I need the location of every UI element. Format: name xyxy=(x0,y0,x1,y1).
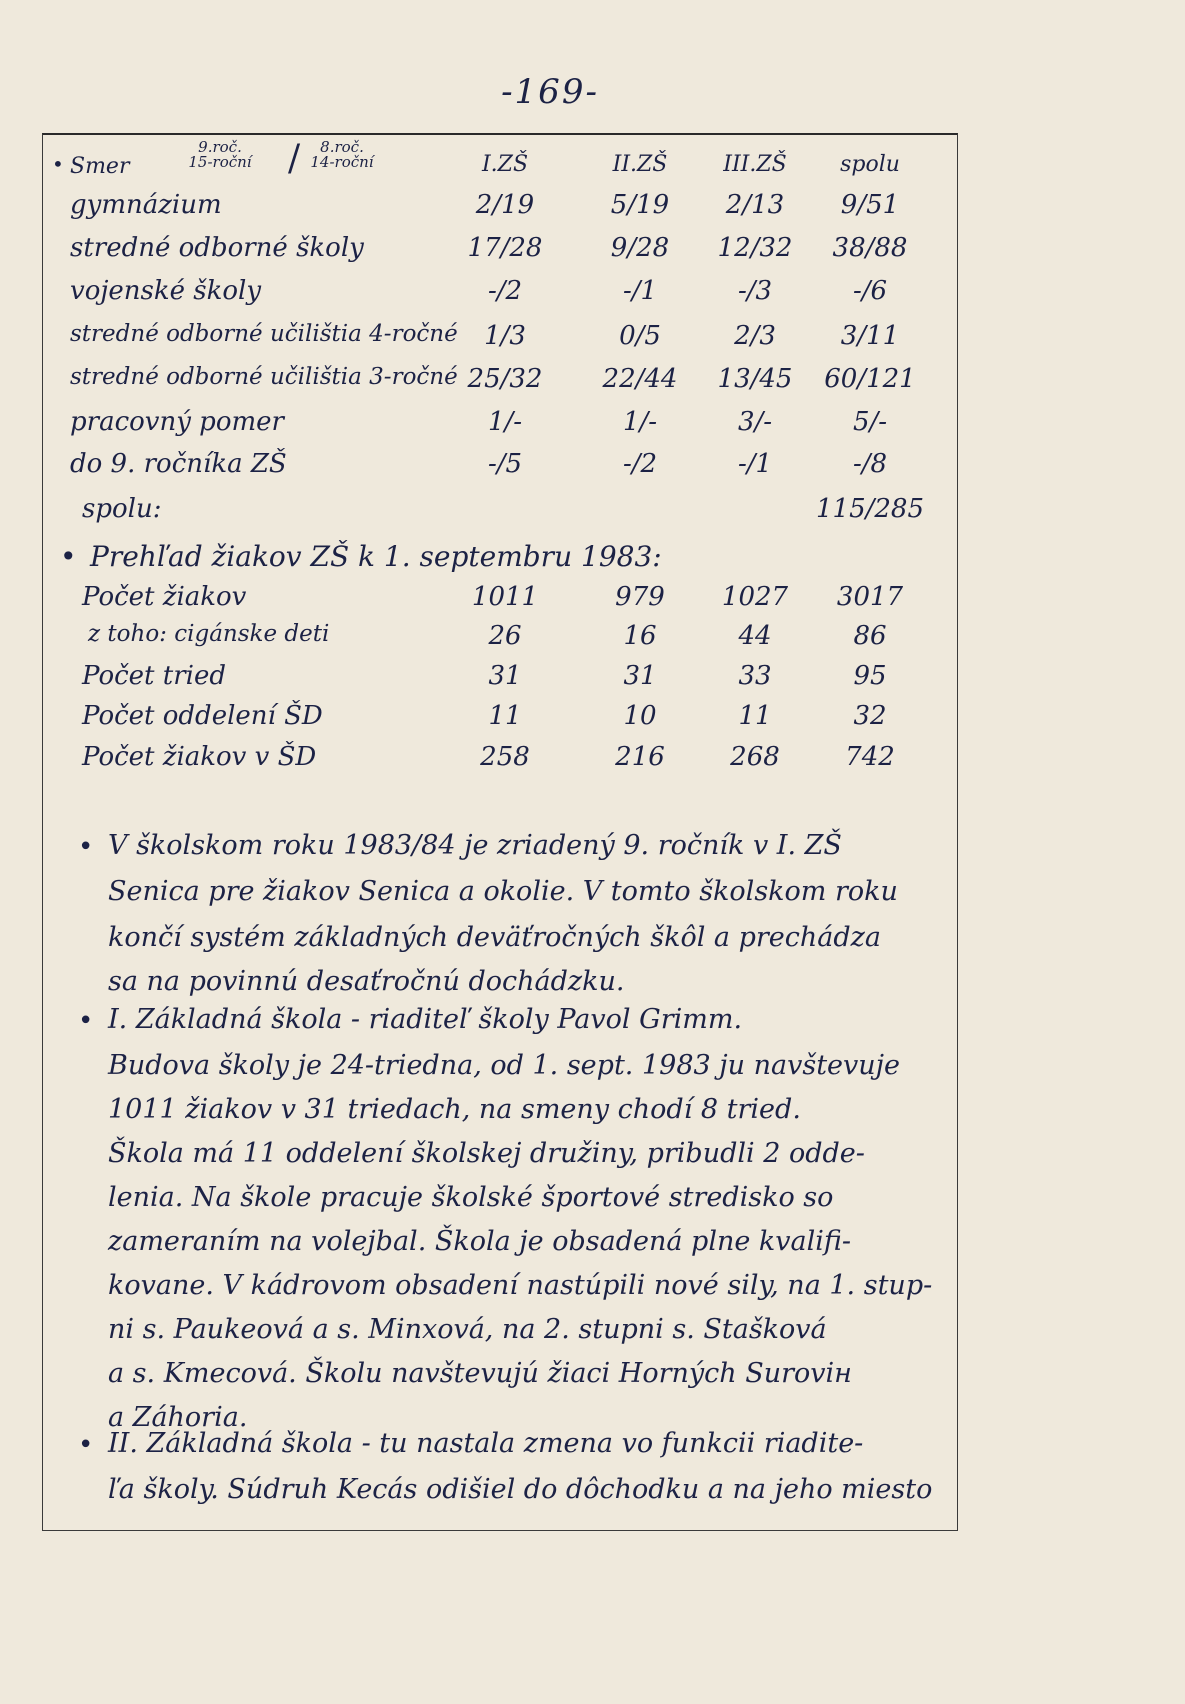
row-value-4: 5/- xyxy=(852,407,888,437)
overview-value-1: 26 xyxy=(488,621,522,651)
row-value-1: -/5 xyxy=(487,449,523,479)
paragraph-line: II. Základná škola - tu nastala zmena vo funkcii riadite- xyxy=(108,1428,864,1459)
overview-row xyxy=(0,701,1185,741)
overview-value-3: 268 xyxy=(730,742,780,772)
row-value-4: 38/88 xyxy=(832,233,908,263)
row-value-2: 0/5 xyxy=(619,321,661,351)
overview-label: Počet tried xyxy=(82,661,226,691)
paragraph-line: I. Základná škola - riaditeľ školy Pavol Grimm. xyxy=(108,1004,743,1035)
row-value-1: 2/19 xyxy=(475,190,535,220)
row-label: vojenské školy xyxy=(70,276,262,306)
overview-value-1: 258 xyxy=(480,742,530,772)
row-value-3: 2/13 xyxy=(725,190,785,220)
row-value-4: -/6 xyxy=(852,276,888,306)
overview-value-1: 1011 xyxy=(471,582,539,612)
table-row xyxy=(0,364,1185,404)
row-value-1: -/2 xyxy=(487,276,523,306)
overview-value-2: 979 xyxy=(615,582,665,612)
paragraph-line: končí systém základných deväťročných škôl a prechádza xyxy=(108,922,881,953)
row-value-3: 3/- xyxy=(737,407,773,437)
overview-row xyxy=(0,742,1185,782)
header-bullet: • xyxy=(52,152,64,176)
overview-value-3: 44 xyxy=(738,621,772,651)
paragraph-line: V školskom roku 1983/84 je zriadený 9. ročník v I. ZŠ xyxy=(108,830,842,861)
row-label: stredné odborné učilištia 4-ročné xyxy=(70,321,458,347)
overview-value-4: 3017 xyxy=(836,582,904,612)
row-value-2: 1/- xyxy=(622,407,658,437)
paragraph-line: ľa školy. Súdruh Kecás odišiel do dôchodku a na jeho miesto xyxy=(108,1474,933,1505)
total-value: 115/285 xyxy=(815,494,924,524)
paragraph-line: kovane. V kádrovom obsadení nastúpili nové sily, na 1. stup- xyxy=(108,1270,933,1301)
overview-row xyxy=(0,582,1185,622)
row-label: stredné odborné učilištia 3-ročné xyxy=(70,364,458,390)
paragraph-line: a s. Kmecová. Školu navštevujú žiaci Horných Suroviн xyxy=(108,1358,852,1389)
paragraph-line: lenia. Na škole pracuje školské športové stredisko so xyxy=(108,1182,834,1213)
overview-label: Počet žiakov v ŠD xyxy=(82,742,317,772)
header-col-1: I.ZŠ xyxy=(481,152,529,177)
overview-label: Počet oddelení ŠD xyxy=(82,701,323,731)
paragraph-line: Budova školy je 24-triedna, od 1. sept. 1983 ju navštevuje xyxy=(108,1050,901,1081)
row-value-3: 13/45 xyxy=(717,364,793,394)
table-header xyxy=(42,140,958,184)
overview-label: z toho: cigánske deti xyxy=(88,621,330,647)
overview-value-2: 10 xyxy=(623,701,657,731)
header-grade8 xyxy=(282,140,402,170)
overview-value-4: 32 xyxy=(853,701,887,731)
overview-row xyxy=(0,621,1185,661)
paragraph-line: Senica pre žiakov Senica a okolie. V tomto školskom roku xyxy=(108,876,898,907)
overview-value-3: 33 xyxy=(738,661,772,691)
header-col-3: III.ZŠ xyxy=(723,152,787,177)
overview-label: Počet žiakov xyxy=(82,582,247,612)
paragraph-line: a Záhoria. xyxy=(108,1402,248,1433)
overview-value-2: 216 xyxy=(615,742,665,772)
table-row xyxy=(0,449,1185,489)
table-row xyxy=(0,276,1185,316)
overview-value-4: 95 xyxy=(853,661,887,691)
overview-value-1: 11 xyxy=(488,701,522,731)
row-value-2: 5/19 xyxy=(610,190,670,220)
row-value-1: 1/3 xyxy=(484,321,526,351)
header-grade9-label: 9.roč. xyxy=(198,138,242,156)
overview-value-2: 31 xyxy=(623,661,657,691)
table-row xyxy=(0,233,1185,273)
row-label: gymnázium xyxy=(70,190,222,220)
header-divider: / xyxy=(288,138,301,179)
table-row xyxy=(0,190,1185,230)
overview-heading: Prehľad žiakov ZŠ k 1. septembru 1983: xyxy=(90,540,662,573)
row-value-4: 9/51 xyxy=(840,190,900,220)
paragraph-line: 1011 žiakov v 31 triedach, na smeny chodí 8 tried. xyxy=(108,1094,801,1125)
overview-value-3: 11 xyxy=(738,701,772,731)
paragraph-line: zameraním na volejbal. Škola je obsadená plne kvalifi- xyxy=(108,1226,852,1257)
overview-value-3: 1027 xyxy=(721,582,789,612)
row-label: do 9. ročníka ZŠ xyxy=(70,449,287,479)
row-value-2: -/1 xyxy=(622,276,658,306)
overview-row xyxy=(0,661,1185,701)
paragraph-line: sa na povinnú desaťročnú dochádzku. xyxy=(108,966,625,997)
header-col-2: II.ZŠ xyxy=(612,152,668,177)
paragraph-line: Škola má 11 oddelení školskej družiny, pribudli 2 odde- xyxy=(108,1138,865,1169)
row-value-2: 9/28 xyxy=(610,233,670,263)
table-row xyxy=(0,321,1185,361)
row-value-3: -/1 xyxy=(737,449,773,479)
row-value-4: 60/121 xyxy=(824,364,916,394)
header-grade9 xyxy=(160,140,280,170)
header-smer: Smer xyxy=(70,154,130,179)
table-row xyxy=(0,407,1185,447)
header-grade8-label: 8.roč. xyxy=(320,138,364,156)
row-label: stredné odborné školy xyxy=(70,233,364,263)
overview-value-4: 86 xyxy=(853,621,887,651)
row-value-4: -/8 xyxy=(852,449,888,479)
overview-value-4: 742 xyxy=(845,742,895,772)
row-value-3: 12/32 xyxy=(717,233,793,263)
paragraph-bullet: • xyxy=(78,1430,94,1460)
header-grade9-age: 15-roční xyxy=(188,153,252,171)
overview-heading-row xyxy=(0,540,1185,584)
table-total-row xyxy=(0,494,1185,534)
header-col-4: spolu xyxy=(840,152,900,177)
row-value-1: 17/28 xyxy=(467,233,543,263)
row-label: pracovný pomer xyxy=(70,407,284,437)
row-value-4: 3/11 xyxy=(840,321,900,351)
overview-value-2: 16 xyxy=(623,621,657,651)
total-label: spolu: xyxy=(82,494,162,524)
row-value-3: 2/3 xyxy=(734,321,776,351)
row-value-2: -/2 xyxy=(622,449,658,479)
paragraph-bullet: • xyxy=(78,832,94,862)
row-value-1: 1/- xyxy=(487,407,523,437)
paragraph-line: ni s. Paukeová a s. Minxová, na 2. stupni s. Stašková xyxy=(108,1314,827,1345)
row-value-1: 25/32 xyxy=(467,364,543,394)
row-value-3: -/3 xyxy=(737,276,773,306)
overview-value-1: 31 xyxy=(488,661,522,691)
paragraph-bullet: • xyxy=(78,1006,94,1036)
overview-bullet: • xyxy=(60,540,77,573)
header-grade8-age: 14-roční xyxy=(310,153,374,171)
row-value-2: 22/44 xyxy=(602,364,678,394)
page-number: -169- xyxy=(501,72,599,112)
